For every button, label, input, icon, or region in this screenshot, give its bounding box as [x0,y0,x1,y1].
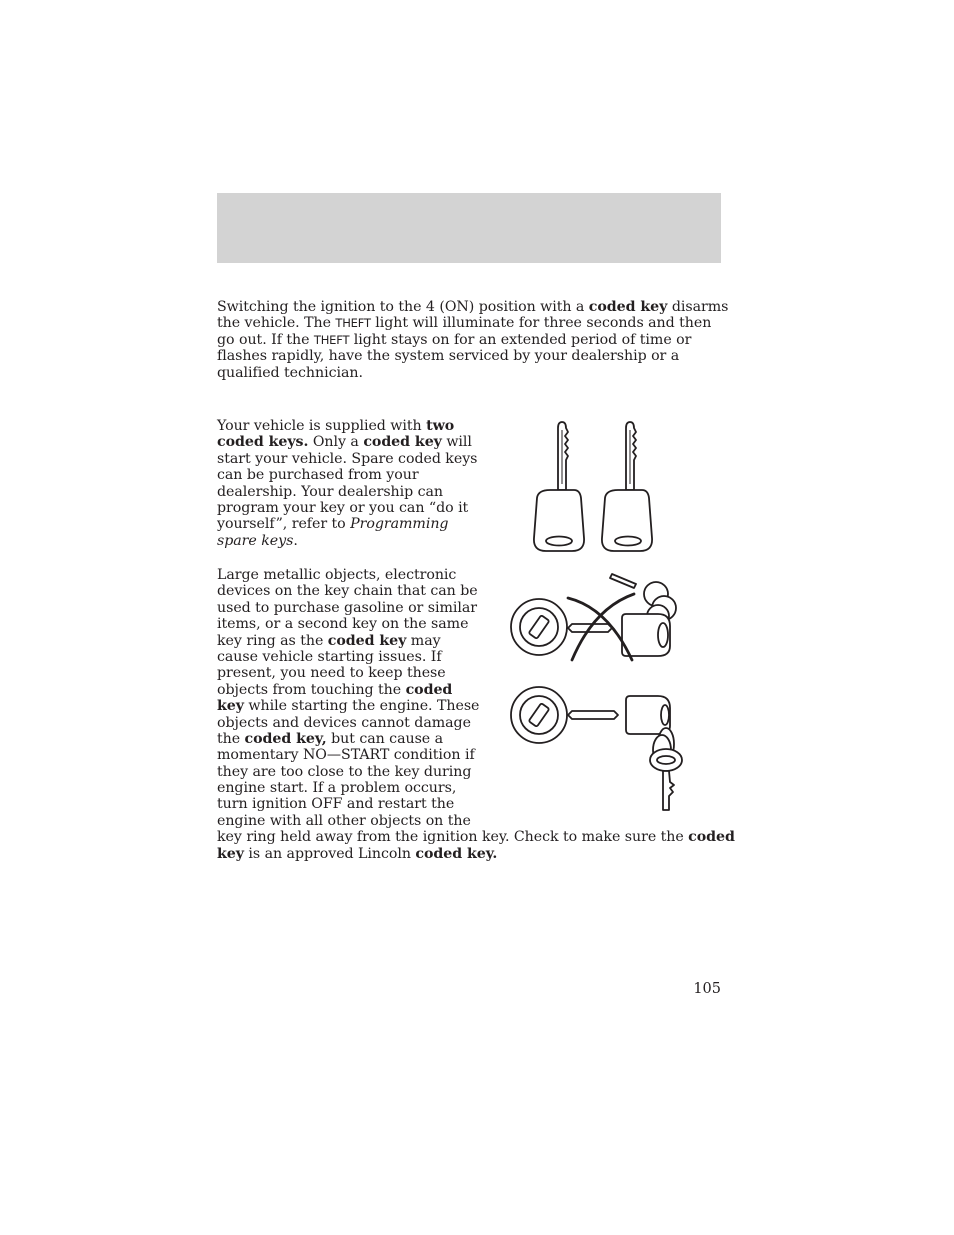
metallic-objects-paragraph: Large metallic objects, electronic devices on the key chain that can be used to purchase gasoline or similar items, or a second key on the same key ring as the coded key may cause vehicle starting issues. If present, you need to keep these objects from touching the coded key while starting the engine. These objects and devices cannot damage the coded key, but can cause a momentary NO—START condition if they are too close to the key during engine start. If a problem occurs, turn ignition OFF and restart the engine with all other objects on the key ring held away from the ignition key. Check to make sure the coded key is an approved Lincoln coded key. [217,567,735,862]
page-number: 105 [693,981,721,997]
theft-indicator-label: THEFT [335,316,371,331]
line: go out. If the THEFT light stays on for an extended period of time or [217,331,692,348]
section-header-band [217,193,721,263]
line: the vehicle. The THEFT light will illuminate for three seconds and then [217,315,712,332]
line: flashes rapidly, have the system serviced by your dealership or a [217,348,680,365]
correct-keychain-illustration [508,682,680,814]
theft-indicator-label: THEFT [313,332,350,347]
coded-keys-paragraph: Your vehicle is supplied with two coded keys. Only a coded key will start your vehicle. Spare coded keys can be purchased from your dealership. Your dealership can program your key or you can “do it yourself”, refer to Programming spare keys. [217,418,478,549]
incorrect-keychain-illustration [508,568,680,664]
two-coded-keys-illustration [528,418,663,554]
line: Switching the ignition to the 4 (ON) position with a coded key disarms [217,299,729,315]
line: qualified technician. [217,364,363,381]
intro-paragraph [217,299,729,381]
